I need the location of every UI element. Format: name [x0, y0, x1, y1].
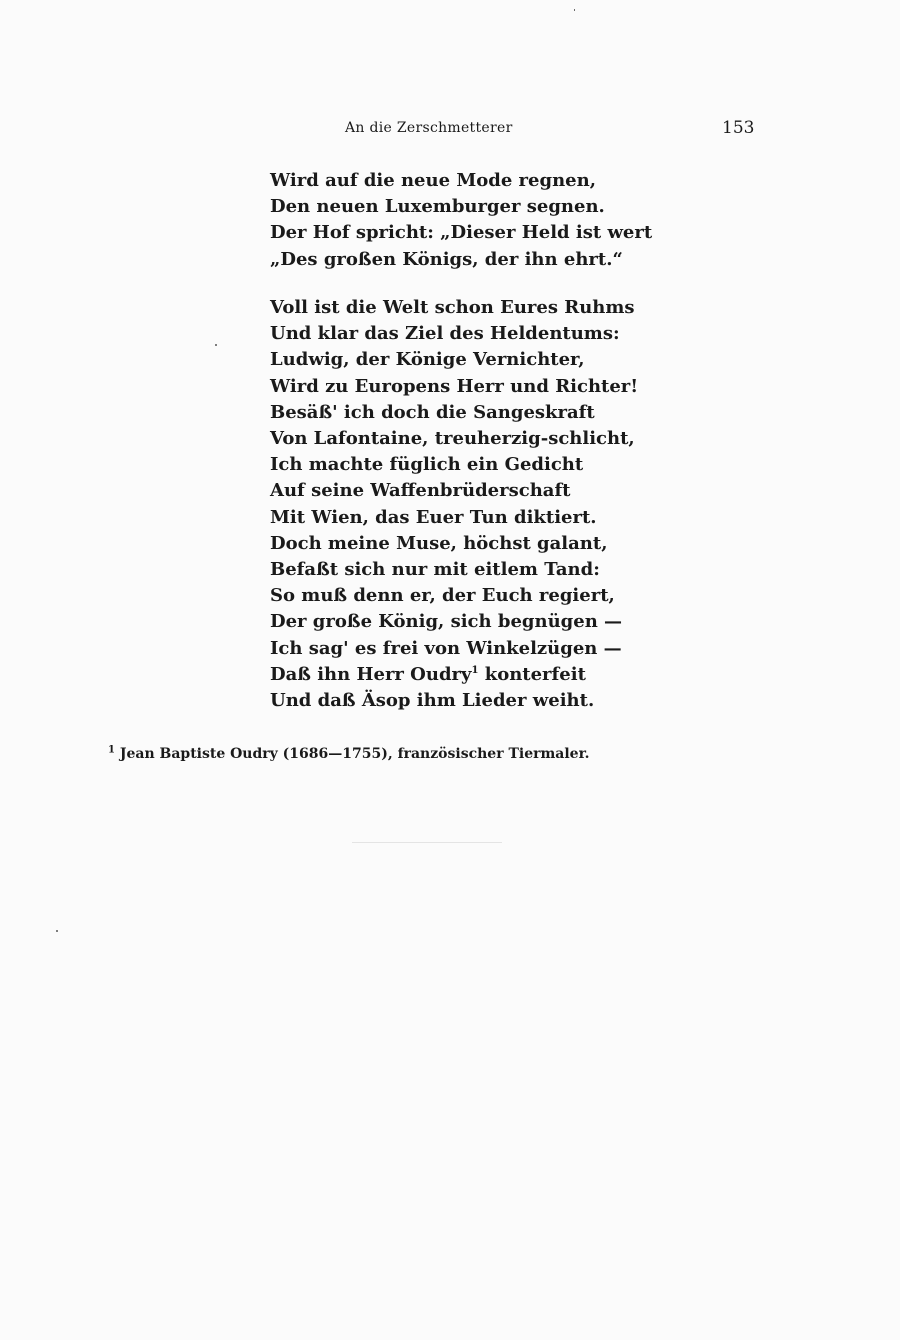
verse-line-with-footnote: [270, 662, 638, 688]
running-title: An die Zerschmetterer: [345, 120, 513, 136]
verse-line: Befaßt sich nur mit eitlem Tand:: [270, 559, 600, 581]
verse-line: Voll ist die Welt schon Eures Ruhms: [270, 297, 635, 318]
verse-line: Von Lafontaine, treuherzig-schlicht,: [270, 428, 635, 450]
verse-line: Wird zu Europens Herr und Richter!: [270, 375, 639, 397]
page-number: 153: [722, 118, 755, 138]
stanza: [270, 168, 652, 273]
footnote-reference: 1: [471, 664, 479, 676]
verse-line: Der große König, sich begnügen —: [270, 611, 623, 633]
verse-line: Auf seine Waffenbrüderschaft: [270, 480, 571, 502]
verse-line: Doch meine Muse, höchst galant,: [270, 532, 608, 554]
verse-line: So muß denn er, der Euch regiert,: [270, 585, 615, 607]
verse-line: Wird auf die neue Mode regnen,: [270, 170, 596, 191]
footnote-marker: 1: [108, 744, 115, 756]
speck: [56, 930, 58, 932]
footnote-text: Jean Baptiste Oudry (1686—1755), französischer Tiermaler.: [114, 746, 590, 762]
verse-line: Den neuen Luxemburger segnen.: [270, 196, 605, 218]
verse-line: Und daß Äsop ihm Lieder weiht.: [270, 690, 595, 712]
verse-text: Daß ihn Herr Oudry: [270, 663, 472, 685]
faint-rule: [352, 842, 502, 843]
speck: [574, 9, 575, 11]
speck: [215, 344, 217, 346]
footnote: [108, 746, 590, 762]
verse-text: konterfeit: [478, 663, 586, 685]
verse-line: „Des großen Königs, der ihn ehrt.“: [270, 248, 623, 270]
verse-line: Ludwig, der Könige Vernichter,: [270, 349, 585, 371]
stanza: [270, 295, 638, 714]
verse-line: Mit Wien, das Euer Tun diktiert.: [270, 506, 597, 528]
verse-line: Und klar das Ziel des Heldentums:: [270, 323, 620, 345]
verse-line: Ich sag' es frei von Winkelzügen —: [270, 637, 622, 659]
verse-line: Ich machte füglich ein Gedicht: [270, 454, 584, 476]
verse-line: Der Hof spricht: „Dieser Held ist wert: [270, 222, 653, 244]
verse-line: Besäß' ich doch die Sangeskraft: [270, 401, 595, 423]
